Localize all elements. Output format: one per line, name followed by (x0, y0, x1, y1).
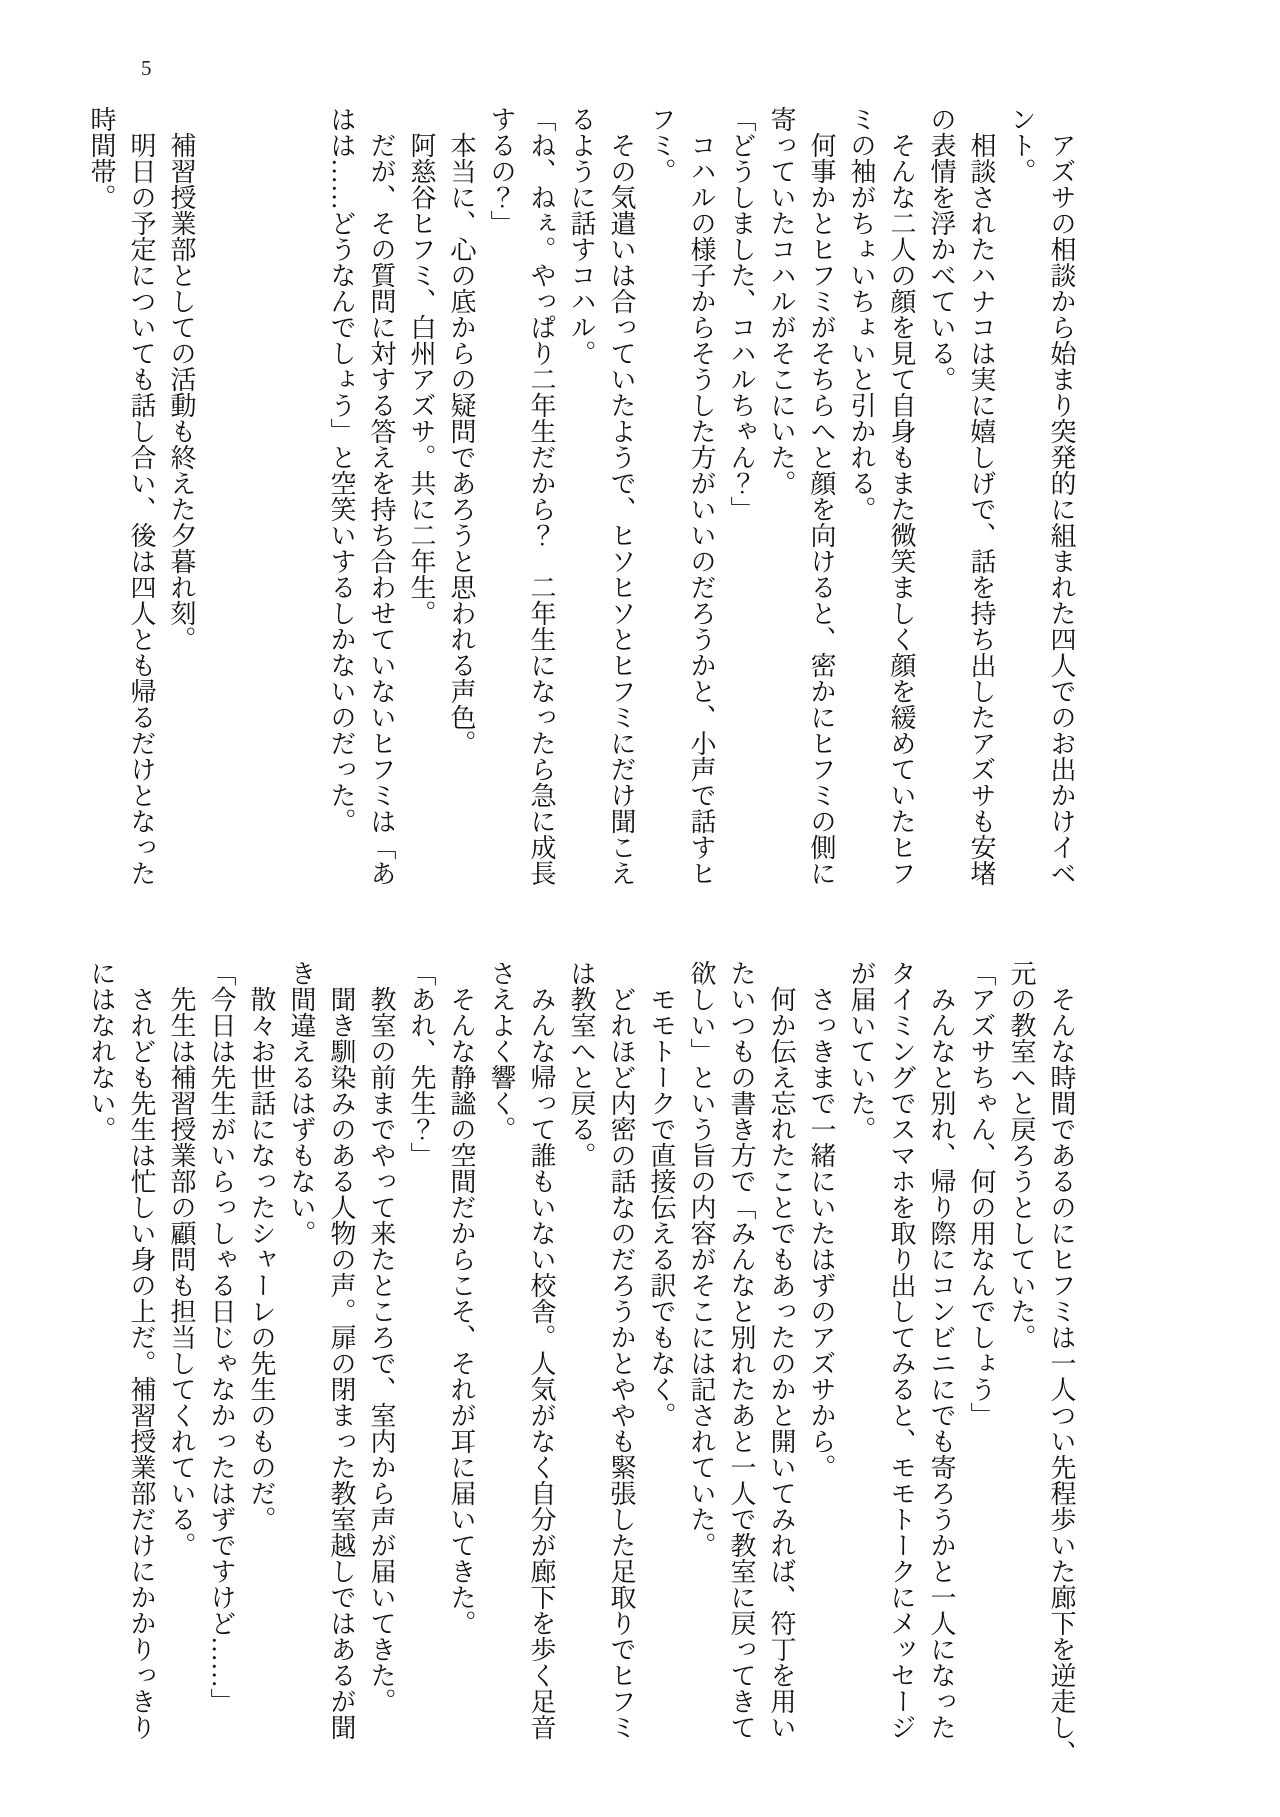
text-line: 「ね、ねぇ。やっぱり二年生だから？ 二年生になったら急に成長 (527, 106, 556, 886)
text-line: 「あれ、先生？」 (407, 960, 436, 1168)
text-line: 「アズサちゃん、何の用なんでしょう」 (967, 960, 996, 1428)
text-line: だが、その質問に対する答えを持ち合わせていないヒフミは「あ (367, 106, 396, 886)
text-line: たいつもの書き方で「みんなと別れたあと一人で教室に戻ってきて (727, 960, 756, 1740)
text-line: 「今日は先生がいらっしゃる日じゃなかったはずですけど……」 (207, 960, 236, 1714)
text-line: 欲しい」という旨の内容がそこには記されていた。 (687, 960, 716, 1558)
text-line: はは……どうなんでしょう」と空笑いするしかないのだった。 (327, 106, 356, 834)
text-line: 何か伝え忘れたことでもあったのかと開いてみれば、符丁を用い (767, 960, 796, 1740)
text-line: みんな帰って誰もいない校舎。人気がなく自分が廊下を歩く足音 (527, 960, 556, 1740)
text-line: ミの袖がちょいちょいと引かれる。 (847, 106, 876, 522)
text-line: にはなれない。 (87, 960, 116, 1142)
text-line: は教室へと戻る。 (567, 960, 596, 1168)
text-line: モモトークで直接伝える訳でもなく。 (647, 960, 676, 1428)
blank-line (201, 106, 241, 890)
text-line: 元の教室へと戻ろうとしていた。 (1007, 960, 1036, 1350)
text-line: タイミングでスマホを取り出してみると、モモトークにメッセージ (887, 960, 916, 1740)
text-line: 先生は補習授業部の顧問も担当してくれている。 (167, 960, 196, 1558)
text-line: みんなと別れ、帰り際にコンビニにでも寄ろうかと一人になった (927, 960, 956, 1740)
text-line: 寄っていたコハルがそこにいた。 (767, 106, 796, 496)
text-line: そんな二人の顔を見て自身もまた微笑ましく顔を緩めていたヒフ (887, 106, 916, 886)
text-line: コハルの様子からそうした方がいいのだろうかと、小声で話すヒ (687, 106, 716, 886)
text-line: 相談されたハナコは実に嬉しげで、話を持ち出したアズサも安堵 (967, 106, 996, 886)
text-line: そんな時間であるのにヒフミは一人つい先程歩いた廊下を逆走し、 (1047, 960, 1076, 1766)
text-line: されども先生は忙しい身の上だ。補習授業部だけにかかりっきり (127, 960, 156, 1740)
text-block-top (81, 106, 1081, 890)
text-line: 聞き馴染みのある人物の声。扉の閉まった教室越しではあるが聞 (327, 960, 356, 1740)
text-line: 補習授業部としての活動も終えた夕暮れ刻。 (167, 106, 196, 652)
text-line: 阿慈谷ヒフミ、白州アズサ。共に二年生。 (407, 106, 436, 626)
text-line: の表情を浮かべている。 (927, 106, 956, 392)
text-line: 「どうしました、コハルちゃん？」 (727, 106, 756, 522)
text-line: 時間帯。 (87, 106, 116, 210)
text-line: 何事かとヒフミがそちらへと顔を向けると、密かにヒフミの側に (807, 106, 836, 886)
text-line: そんな静謐の空間だからこそ、それが耳に届いてきた。 (447, 960, 476, 1636)
text-line: 本当に、心の底からの疑問であろうと思われる声色。 (447, 106, 476, 756)
text-line: するの？」 (487, 106, 516, 236)
text-line: 散々お世話になったシャーレの先生のものだ。 (247, 960, 276, 1532)
text-line: るように話すコハル。 (567, 106, 596, 366)
text-block-bottom (81, 960, 1081, 1766)
blank-line (241, 106, 281, 890)
text-line: さっきまで一緒にいたはずのアズサから。 (807, 960, 836, 1480)
blank-line (281, 106, 321, 890)
text-line: ント。 (1007, 106, 1036, 184)
text-line: 教室の前までやって来たところで、室内から声が届いてきた。 (367, 960, 396, 1714)
text-line: 明日の予定についても話し合い、後は四人とも帰るだけとなった (127, 106, 156, 886)
text-line: どれほど内密の話なのだろうかとややも緊張した足取りでヒフミ (607, 960, 636, 1740)
text-line: その気遣いは合っていたようで、ヒソヒソとヒフミにだけ聞こえ (607, 106, 636, 886)
text-line: が届いていた。 (847, 960, 876, 1142)
page-number: 5 (141, 56, 152, 80)
text-line: フミ。 (647, 106, 676, 184)
text-line: アズサの相談から始まり突発的に組まれた四人でのお出かけイベ (1047, 106, 1076, 886)
text-line: さえよく響く。 (487, 960, 516, 1142)
text-line: き間違えるはずもない。 (287, 960, 316, 1246)
